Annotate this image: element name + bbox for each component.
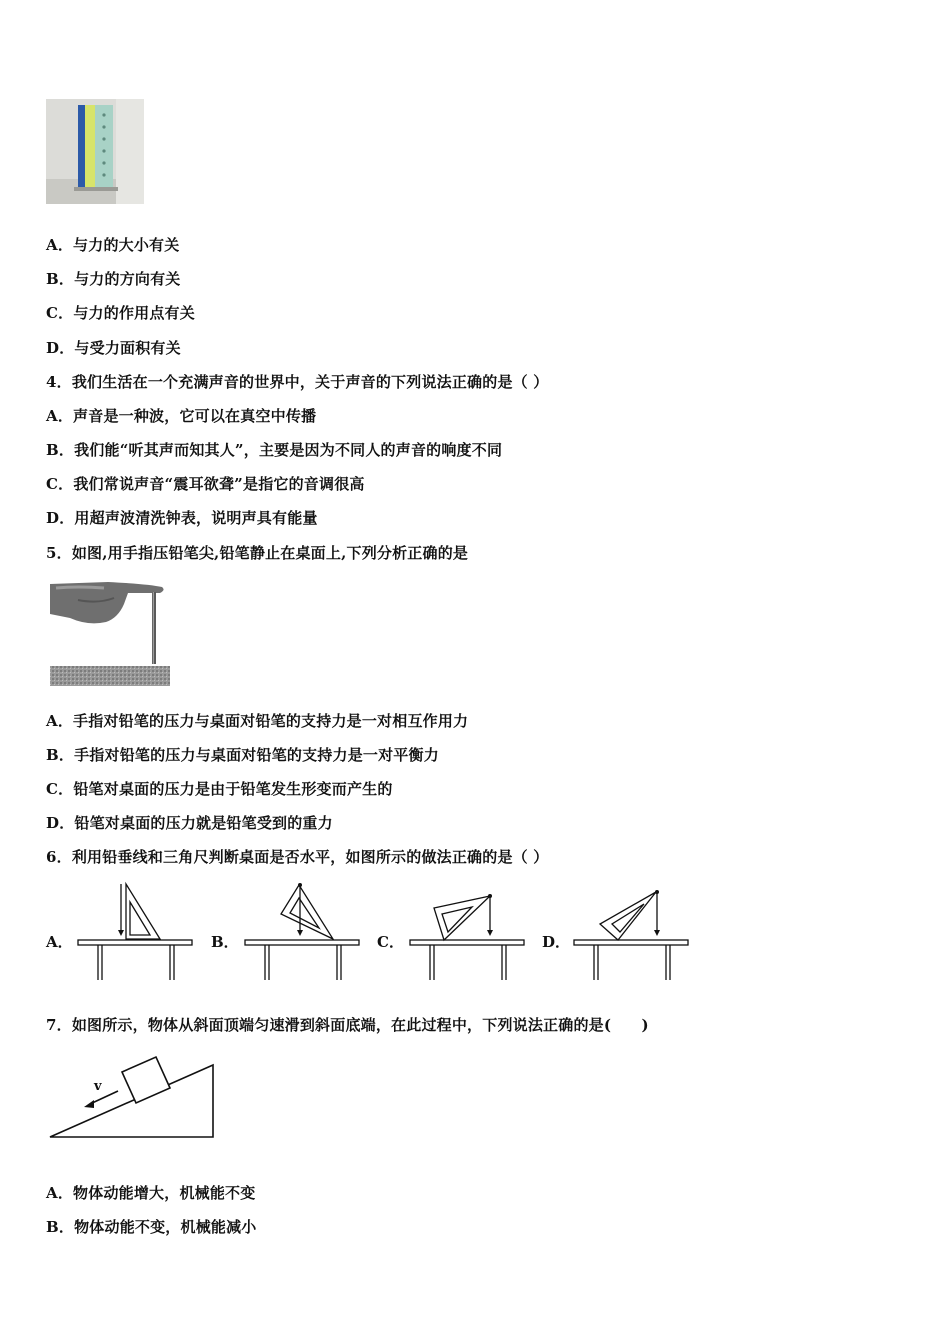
option-letter: A． <box>46 407 74 425</box>
q5-option-c[interactable] <box>46 779 393 799</box>
option-text: 物体动能不变，机械能减小 <box>74 1218 257 1236</box>
q5-stem: 5．如图,用手指压铅笔尖,铅笔静止在桌面上,下列分析正确的是 <box>46 544 469 562</box>
incline-block-figure <box>46 1050 218 1142</box>
q4-option-c[interactable] <box>46 474 365 494</box>
q6-option-c-label[interactable]: C． <box>377 933 404 951</box>
q4-option-b[interactable] <box>46 440 502 460</box>
option-text: 与受力面积有关 <box>74 339 181 357</box>
q6-figure-a <box>76 880 194 982</box>
option-text: 铅笔对桌面的压力就是铅笔受到的重力 <box>74 814 333 832</box>
q7-stem: 7．如图所示，物体从斜面顶端匀速滑到斜面底端，在此过程中，下列说法正确的是( ) <box>46 1016 649 1034</box>
sponge-photo <box>46 99 144 204</box>
q6-figure-c <box>408 880 526 982</box>
q7-option-b[interactable] <box>46 1217 257 1237</box>
option-text: 与力的作用点有关 <box>73 304 195 322</box>
q6-option-b-label[interactable]: B． <box>211 933 239 951</box>
option-letter: B． <box>46 1218 75 1236</box>
option-letter: D． <box>46 509 75 527</box>
option-text: 手指对铅笔的压力与桌面对铅笔的支持力是一对相互作用力 <box>73 712 469 730</box>
option-text: 与力的方向有关 <box>74 270 181 288</box>
option-letter: A． <box>46 712 74 730</box>
q6-option-a-label[interactable]: A． <box>46 933 73 951</box>
q3-option-a[interactable] <box>46 235 179 255</box>
option-letter: C． <box>46 780 74 798</box>
q7-option-a[interactable] <box>46 1183 255 1203</box>
option-letter: C． <box>46 304 74 322</box>
option-text: 手指对铅笔的压力与桌面对铅笔的支持力是一对平衡力 <box>74 746 439 764</box>
option-letter: A． <box>46 1184 74 1202</box>
q5-option-d[interactable] <box>46 813 333 833</box>
option-letter: D． <box>46 814 75 832</box>
q4-option-d[interactable] <box>46 508 318 528</box>
option-letter: A． <box>46 236 74 254</box>
q5-option-a[interactable] <box>46 711 468 731</box>
option-letter: C． <box>46 475 74 493</box>
option-text: 用超声波清洗钟表，说明声具有能量 <box>74 509 318 527</box>
option-letter: D． <box>46 339 75 357</box>
option-text: 铅笔对桌面的压力是由于铅笔发生形变而产生的 <box>73 780 393 798</box>
q4-stem: 4．我们生活在一个充满声音的世界中，关于声音的下列说法正确的是（ ） <box>46 373 549 391</box>
option-letter: B． <box>46 746 75 764</box>
q6-option-d-label[interactable]: D． <box>542 933 571 951</box>
option-text: 我们能“听其声而知其人”，主要是因为不同人的声音的响度不同 <box>74 441 503 459</box>
option-text: 物体动能增大，机械能不变 <box>73 1184 256 1202</box>
q3-option-c[interactable] <box>46 303 195 323</box>
q6-figure-d <box>572 880 690 982</box>
option-letter: B． <box>46 441 75 459</box>
option-text: 与力的大小有关 <box>73 236 180 254</box>
q3-option-b[interactable] <box>46 269 181 289</box>
q5-option-b[interactable] <box>46 745 439 765</box>
q4-option-a[interactable] <box>46 406 316 426</box>
finger-pencil-figure <box>48 578 172 688</box>
q3-option-d[interactable] <box>46 338 181 358</box>
q6-figure-b <box>243 880 361 982</box>
option-text: 声音是一种波，它可以在真空中传播 <box>73 407 317 425</box>
option-letter: B． <box>46 270 75 288</box>
q6-stem: 6．利用铅垂线和三角尺判断桌面是否水平，如图所示的做法正确的是（ ） <box>46 848 549 866</box>
velocity-label: v <box>94 1079 102 1094</box>
option-text: 我们常说声音“震耳欲聋”是指它的音调很高 <box>73 475 365 493</box>
